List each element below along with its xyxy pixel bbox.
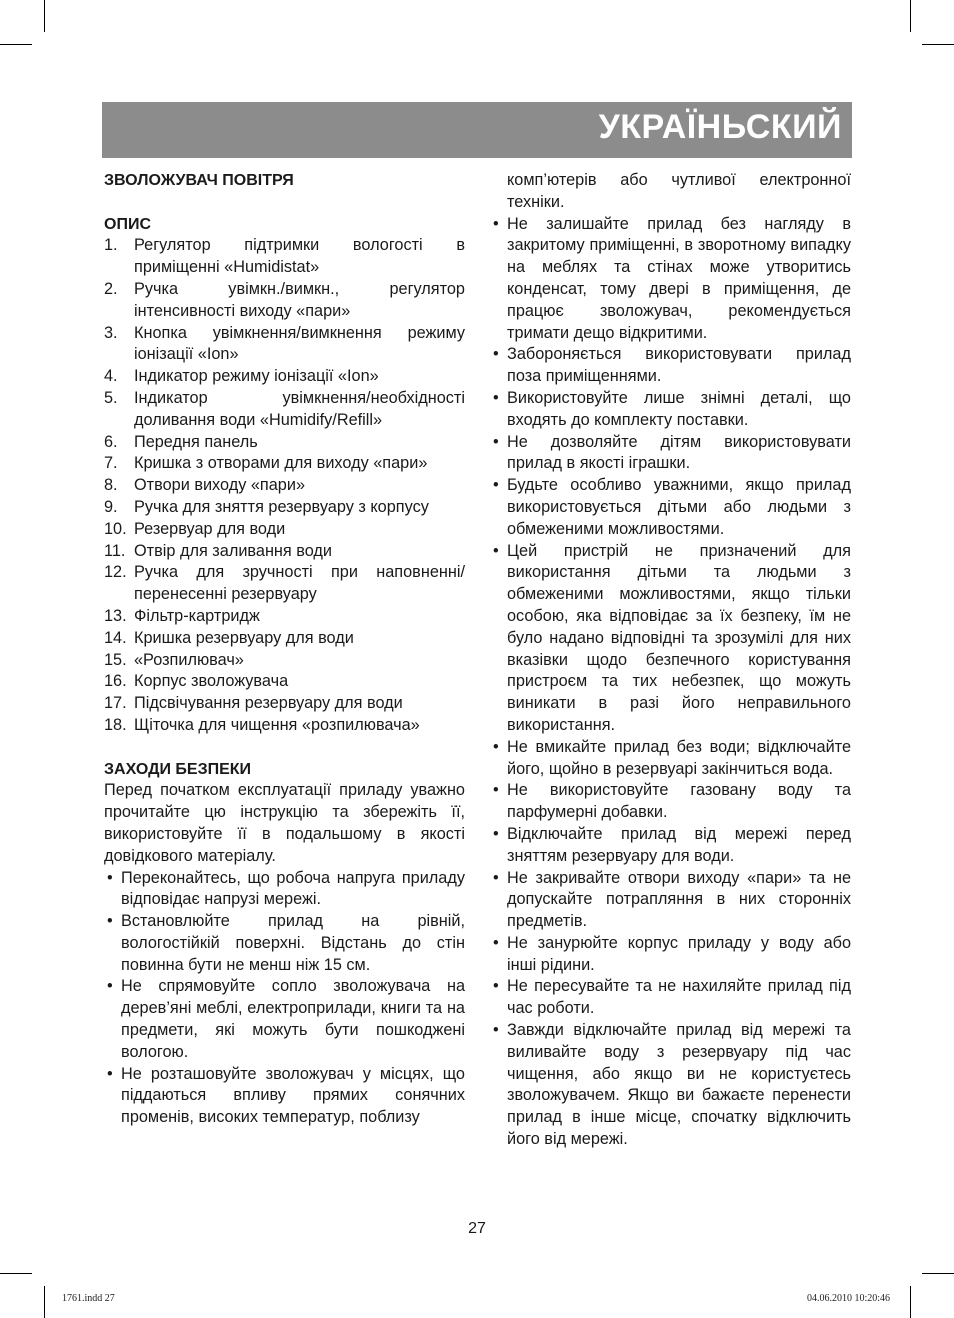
item-text: Кришка з отворами для виходу «пари» bbox=[134, 454, 428, 473]
item-text: Ручка увімкн./вимкн., регулятор інтенсивності виходу «пари» bbox=[134, 279, 465, 320]
crop-mark bbox=[910, 1286, 911, 1318]
safety-bullet bbox=[490, 1020, 851, 1151]
parts-list bbox=[104, 235, 465, 736]
parts-list-item bbox=[104, 628, 465, 650]
item-number: 13. bbox=[104, 606, 127, 625]
description-heading: ОПИС bbox=[104, 215, 151, 233]
crop-mark bbox=[0, 1273, 32, 1274]
item-text: Кришка резервуару для води bbox=[134, 628, 354, 647]
bullet-text: Не спрямовуйте сопло зволожувача на дерев’яні меблі, електроприлади, книги та на предмети, які можуть бути пошкоджені вологою. bbox=[121, 977, 465, 1061]
bullet-text: Не розташовуйте зволожувач у місцях, що піддаються впливу прямих сонячних променів, високих температур, поблизу bbox=[121, 1064, 465, 1127]
bullet-icon: • bbox=[107, 1064, 113, 1083]
left-column bbox=[104, 170, 465, 1129]
item-number: 11. bbox=[104, 541, 126, 560]
item-text: Підсвічування резервуару для води bbox=[134, 694, 403, 713]
bullet-icon: • bbox=[493, 1021, 499, 1040]
footer-file: 1761.indd 27 bbox=[62, 1293, 115, 1304]
safety-list-right bbox=[490, 214, 851, 1151]
item-text: «Розпилювач» bbox=[134, 650, 244, 669]
bullet-text: Не дозволяйте дітям використовувати прилад в якості іграшки. bbox=[507, 432, 851, 473]
bullet-text: Не занурюйте корпус приладу у воду або інші рідини. bbox=[507, 933, 851, 974]
parts-list-item bbox=[104, 671, 465, 693]
parts-list-item bbox=[104, 432, 465, 454]
parts-list-item bbox=[104, 650, 465, 672]
bullet-icon: • bbox=[493, 476, 499, 495]
bullet-icon: • bbox=[493, 345, 499, 364]
bullet-text: Цей пристрій не призначений для використання дітьми та людьми з обмеженими можливостями, якщо тільки особою, яка відповідає за їх безпеку, їм не було надано відповідні та зрозумілі для них вказівки щодо безпечного користування пристроєм та тих небезпек, що можуть виникати в разі його неправильного використання. bbox=[507, 541, 851, 734]
bullet-icon: • bbox=[107, 977, 113, 996]
parts-list-item bbox=[104, 366, 465, 388]
crop-mark bbox=[910, 0, 911, 32]
item-text: Ручка для зняття резервуару з корпусу bbox=[134, 497, 429, 516]
bullet-icon: • bbox=[493, 824, 499, 843]
bullet-text: Забороняється використовувати прилад поза приміщеннями. bbox=[507, 345, 851, 386]
item-number: 3. bbox=[104, 323, 118, 342]
bullet-text: Використовуйте лише знімні деталі, що входять до комплекту поставки. bbox=[507, 388, 851, 429]
item-number: 18. bbox=[104, 715, 127, 734]
item-number: 16. bbox=[104, 672, 127, 691]
item-number: 9. bbox=[104, 497, 118, 516]
item-text: Резервуар для води bbox=[134, 519, 286, 538]
bullet-text: Не закривайте отвори виходу «пари» та не допускайте потрапляння в них сторонніх предметів. bbox=[507, 868, 851, 931]
safety-list-left bbox=[104, 868, 465, 1130]
crop-mark bbox=[44, 1286, 45, 1318]
crop-mark bbox=[0, 44, 32, 45]
parts-list-item bbox=[104, 606, 465, 628]
item-number: 6. bbox=[104, 432, 118, 451]
item-text: Корпус зволожувача bbox=[134, 672, 289, 691]
parts-list-item bbox=[104, 715, 465, 737]
safety-bullet bbox=[490, 976, 851, 1020]
safety-bullet bbox=[490, 388, 851, 432]
parts-list-item bbox=[104, 475, 465, 497]
bullet-icon: • bbox=[493, 781, 499, 800]
language-banner bbox=[102, 102, 852, 158]
item-number: 10. bbox=[104, 519, 127, 538]
bullet-text: Не пересувайте та не нахиляйте прилад під час роботи. bbox=[507, 977, 851, 1018]
safety-intro: Перед початком експлуатації приладу уважно прочитайте цю інструкцію та збережіть її, використовуйте її в подальшому в якості довідкового матеріалу. bbox=[104, 781, 465, 865]
safety-bullet bbox=[490, 933, 851, 977]
item-number: 7. bbox=[104, 454, 118, 473]
parts-list-item bbox=[104, 519, 465, 541]
safety-bullet bbox=[490, 868, 851, 933]
bullet-icon: • bbox=[107, 912, 113, 931]
safety-bullet bbox=[490, 344, 851, 388]
parts-list-item bbox=[104, 562, 465, 606]
item-text: Ручка для зручності при наповненні/перенесенні резервуару bbox=[134, 563, 465, 604]
section-title: ЗВОЛОЖУВАЧ ПОВІТРЯ bbox=[104, 172, 294, 189]
bullet-icon: • bbox=[493, 737, 499, 756]
item-text: Фільтр-картридж bbox=[134, 606, 260, 625]
bullet-text: Встановлюйте прилад на рівній, вологостійкій поверхні. Відстань до стін повинна бути не менш ніж 15 см. bbox=[121, 912, 465, 974]
safety-bullet bbox=[104, 976, 465, 1063]
bullet-icon: • bbox=[107, 868, 113, 887]
item-number: 5. bbox=[104, 388, 118, 407]
item-number: 12. bbox=[104, 563, 127, 582]
item-text: Передня панель bbox=[134, 432, 258, 451]
safety-bullet bbox=[490, 475, 851, 540]
bullet-text: Не використовуйте газовану воду та парфумерні добавки. bbox=[507, 781, 851, 822]
safety-bullet bbox=[490, 432, 851, 476]
item-text: Отвори виходу «пари» bbox=[134, 476, 306, 495]
item-number: 14. bbox=[104, 628, 127, 647]
parts-list-item bbox=[104, 541, 465, 563]
item-number: 1. bbox=[104, 236, 118, 255]
safety-bullet bbox=[490, 737, 851, 781]
safety-heading: ЗАХОДИ БЕЗПЕКИ bbox=[104, 760, 252, 778]
banner-title: УКРАЇНЬСКИЙ bbox=[598, 108, 842, 146]
crop-mark bbox=[44, 0, 45, 32]
parts-list-item bbox=[104, 497, 465, 519]
item-number: 8. bbox=[104, 476, 118, 495]
bullet-icon: • bbox=[493, 541, 499, 560]
bullet-text: Не вмикайте прилад без води; відключайте його, щойно в резервуарі закінчиться вода. bbox=[507, 737, 851, 778]
parts-list-item bbox=[104, 235, 465, 279]
safety-bullet bbox=[490, 541, 851, 737]
item-text: Індикатор режиму іонізації «Ion» bbox=[134, 367, 379, 386]
safety-bullet bbox=[490, 780, 851, 824]
footer-datetime: 04.06.2010 10:20:46 bbox=[806, 1293, 890, 1304]
item-number: 4. bbox=[104, 367, 118, 386]
parts-list-item bbox=[104, 388, 465, 432]
bullet-icon: • bbox=[493, 933, 499, 952]
parts-list-item bbox=[104, 453, 465, 475]
crop-mark bbox=[922, 1273, 954, 1274]
parts-list-item bbox=[104, 323, 465, 367]
crop-mark bbox=[922, 44, 954, 45]
bullet-text: Завжди відключайте прилад від мережі та виливайте воду з резервуару під час чищення, або якщо ви не користуєтесь зволожувачем. Якщо ви бажаєте перенести прилад в інше місце, спочатку відключить його від мережі. bbox=[507, 1021, 851, 1149]
item-text: Отвір для заливання води bbox=[134, 541, 333, 560]
right-column bbox=[490, 170, 851, 1151]
safety-bullet bbox=[104, 1064, 465, 1129]
bullet-icon: • bbox=[493, 868, 499, 887]
safety-bullet bbox=[490, 824, 851, 868]
parts-list-item bbox=[104, 693, 465, 715]
safety-bullet bbox=[104, 868, 465, 912]
item-text: Щіточка для чищення «розпилювача» bbox=[134, 715, 420, 734]
continuation-text: комп’ютерів або чутливої електронної техніки. bbox=[507, 171, 851, 211]
item-number: 2. bbox=[104, 279, 118, 298]
parts-list-item bbox=[104, 279, 465, 323]
bullet-text: Будьте особливо уважними, якщо прилад використовується дітьми або людьми з обмеженими можливостями. bbox=[507, 476, 851, 538]
bullet-text: Не залишайте прилад без нагляду в закритому приміщенні, в зворотному випадку на меблях та стінах може утворитись конденсат, тому двері в приміщення, де працює зволожувач, рекомендується тримати дещо відкритими. bbox=[507, 214, 851, 342]
bullet-icon: • bbox=[493, 432, 499, 451]
item-text: Кнопка увімкнення/вимкнення режиму іонізації «Ion» bbox=[134, 323, 465, 364]
item-number: 17. bbox=[104, 694, 127, 713]
page-number: 27 bbox=[468, 1220, 486, 1237]
bullet-icon: • bbox=[493, 977, 499, 996]
bullet-text: Відключайте прилад від мережі перед зняттям резервуару для води. bbox=[507, 824, 851, 865]
item-number: 15. bbox=[104, 650, 127, 669]
bullet-icon: • bbox=[493, 388, 499, 407]
safety-bullet bbox=[490, 214, 851, 345]
bullet-text: Переконайтесь, що робоча напруга приладу відповідає напрузі мережі. bbox=[121, 868, 465, 909]
item-text: Регулятор підтримки вологості в приміщенні «Humidistat» bbox=[134, 236, 465, 277]
safety-bullet bbox=[104, 911, 465, 976]
item-text: Індикатор увімкнення/необхідності доливання води «Humidify/Refill» bbox=[134, 388, 465, 429]
bullet-icon: • bbox=[493, 214, 499, 233]
